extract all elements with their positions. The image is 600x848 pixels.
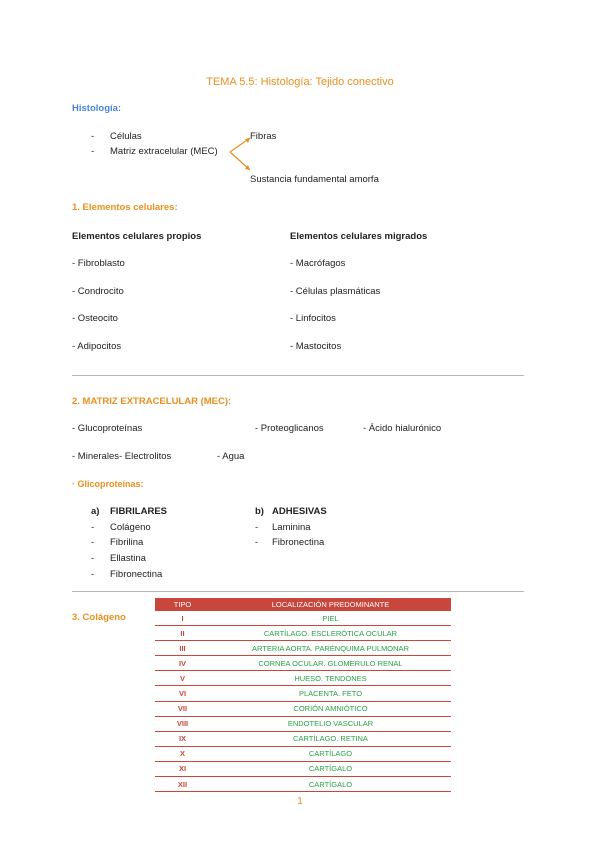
table-row xyxy=(155,701,451,716)
bullet-dash: - xyxy=(91,146,95,157)
header-localizacion: LOCALIZACIÓN PREDOMINANTE xyxy=(210,598,451,611)
table-row xyxy=(155,641,451,656)
page-title: TEMA 5.5: Histología: Tejido conectivo xyxy=(206,76,394,88)
cell-localizacion: PLACENTA. FETO xyxy=(210,686,451,701)
cell-tipo: VIII xyxy=(155,716,210,731)
cell-tipo: IX xyxy=(155,731,210,746)
histologia-heading: Histología: xyxy=(72,103,122,114)
mec-item: - Glucoproteínas xyxy=(72,423,143,434)
divider xyxy=(72,375,524,376)
cell-tipo: V xyxy=(155,671,210,686)
table-header-row xyxy=(155,598,451,611)
list-item: Ellastina xyxy=(110,553,146,564)
bullet-dash: - xyxy=(91,553,95,564)
branch-sustancia: Sustancia fundamental amorfa xyxy=(250,174,379,185)
table-row xyxy=(155,746,451,761)
cell-localizacion: PIEL xyxy=(210,611,451,626)
cell-localizacion: CARTÍLAGO. ESCLERÓTICA OCULAR xyxy=(210,626,451,641)
bullet-dash: - xyxy=(91,522,95,533)
table-row xyxy=(155,686,451,701)
bullet-dash: - xyxy=(255,537,259,548)
cell-localizacion: CARTÍGALO xyxy=(210,761,451,776)
adhesivas-letter: b) xyxy=(255,506,264,517)
bullet-dash: - xyxy=(91,131,95,142)
table-row xyxy=(155,777,451,792)
cell-localizacion: CARTÍLAGO xyxy=(210,746,451,761)
cell-localizacion: HUESO. TENDONES xyxy=(210,671,451,686)
cell-tipo: III xyxy=(155,641,210,656)
bullet-dash: - xyxy=(255,522,259,533)
table-row xyxy=(155,731,451,746)
cell-localizacion: CARTÍLAGO. RETINA xyxy=(210,731,451,746)
list-item: Fibronectina xyxy=(110,569,163,580)
list-item: - Osteocito xyxy=(72,313,118,324)
list-item: - Condrocito xyxy=(72,286,124,297)
col1-title: Elementos celulares propios xyxy=(72,231,202,242)
collagen-table xyxy=(155,598,451,792)
list-item: - Macrófagos xyxy=(290,258,346,269)
list-item: Fibronectina xyxy=(272,537,325,548)
cell-tipo: XI xyxy=(155,761,210,776)
table-row xyxy=(155,626,451,641)
cell-localizacion: CORNEA OCULAR. GLOMERULO RENAL xyxy=(210,656,451,671)
list-item: Fibrilina xyxy=(110,537,144,548)
mec-item: - Agua xyxy=(217,451,245,462)
list-item: - Células plasmáticas xyxy=(290,286,381,297)
divider xyxy=(72,591,524,592)
header-tipo: TIPO xyxy=(155,598,210,611)
mec-item: - Minerales- Electrolitos xyxy=(72,451,172,462)
cell-tipo: X xyxy=(155,746,210,761)
cell-tipo: II xyxy=(155,626,210,641)
histologia-item-celulas: Células xyxy=(110,131,142,142)
list-item: Laminina xyxy=(272,522,311,533)
page-number: 1 xyxy=(297,796,303,807)
list-item: - Adipocitos xyxy=(72,341,122,352)
cell-tipo: XII xyxy=(155,777,210,792)
adhesivas-title: ADHESIVAS xyxy=(272,506,327,517)
list-item: - Mastocitos xyxy=(290,341,342,352)
cell-localizacion: CARTÍGALO xyxy=(210,777,451,792)
cell-tipo: I xyxy=(155,611,210,626)
fibrilares-title: FIBRILARES xyxy=(110,506,167,517)
mec-item: - Ácido hialurónico xyxy=(363,423,442,434)
cell-tipo: VI xyxy=(155,686,210,701)
cell-localizacion: ARTERIA AORTA. PARÉNQUIMA PULMONAR xyxy=(210,641,451,656)
section1-heading: 1. Elementos celulares: xyxy=(72,202,178,213)
table-row xyxy=(155,656,451,671)
section2-heading: 2. MATRIZ EXTRACELULAR (MEC): xyxy=(72,396,232,407)
list-item: - Linfocitos xyxy=(290,313,336,324)
cell-localizacion: ENDOTELIO VASCULAR xyxy=(210,716,451,731)
bullet-dash: - xyxy=(91,569,95,580)
bullet-dash: - xyxy=(91,537,95,548)
col2-title: Elementos celulares migrados xyxy=(290,231,428,242)
mec-item: - Proteoglicanos xyxy=(255,423,324,434)
section3-heading: 3. Colágeno xyxy=(72,612,126,623)
fibrilares-letter: a) xyxy=(91,506,100,517)
cell-localizacion: CORIÓN AMNIÓTICO xyxy=(210,701,451,716)
table-row xyxy=(155,671,451,686)
table-row xyxy=(155,716,451,731)
branch-fibras: Fibras xyxy=(250,131,277,142)
histologia-item-mec: Matriz extracelular (MEC) xyxy=(110,146,218,157)
cell-tipo: IV xyxy=(155,656,210,671)
table-row xyxy=(155,761,451,776)
glicoproteinas-heading: · Glicoproteínas: xyxy=(72,479,144,489)
list-item: - Fibroblasto xyxy=(72,258,125,269)
list-item: Colágeno xyxy=(110,522,151,533)
table-row xyxy=(155,611,451,626)
cell-tipo: VII xyxy=(155,701,210,716)
